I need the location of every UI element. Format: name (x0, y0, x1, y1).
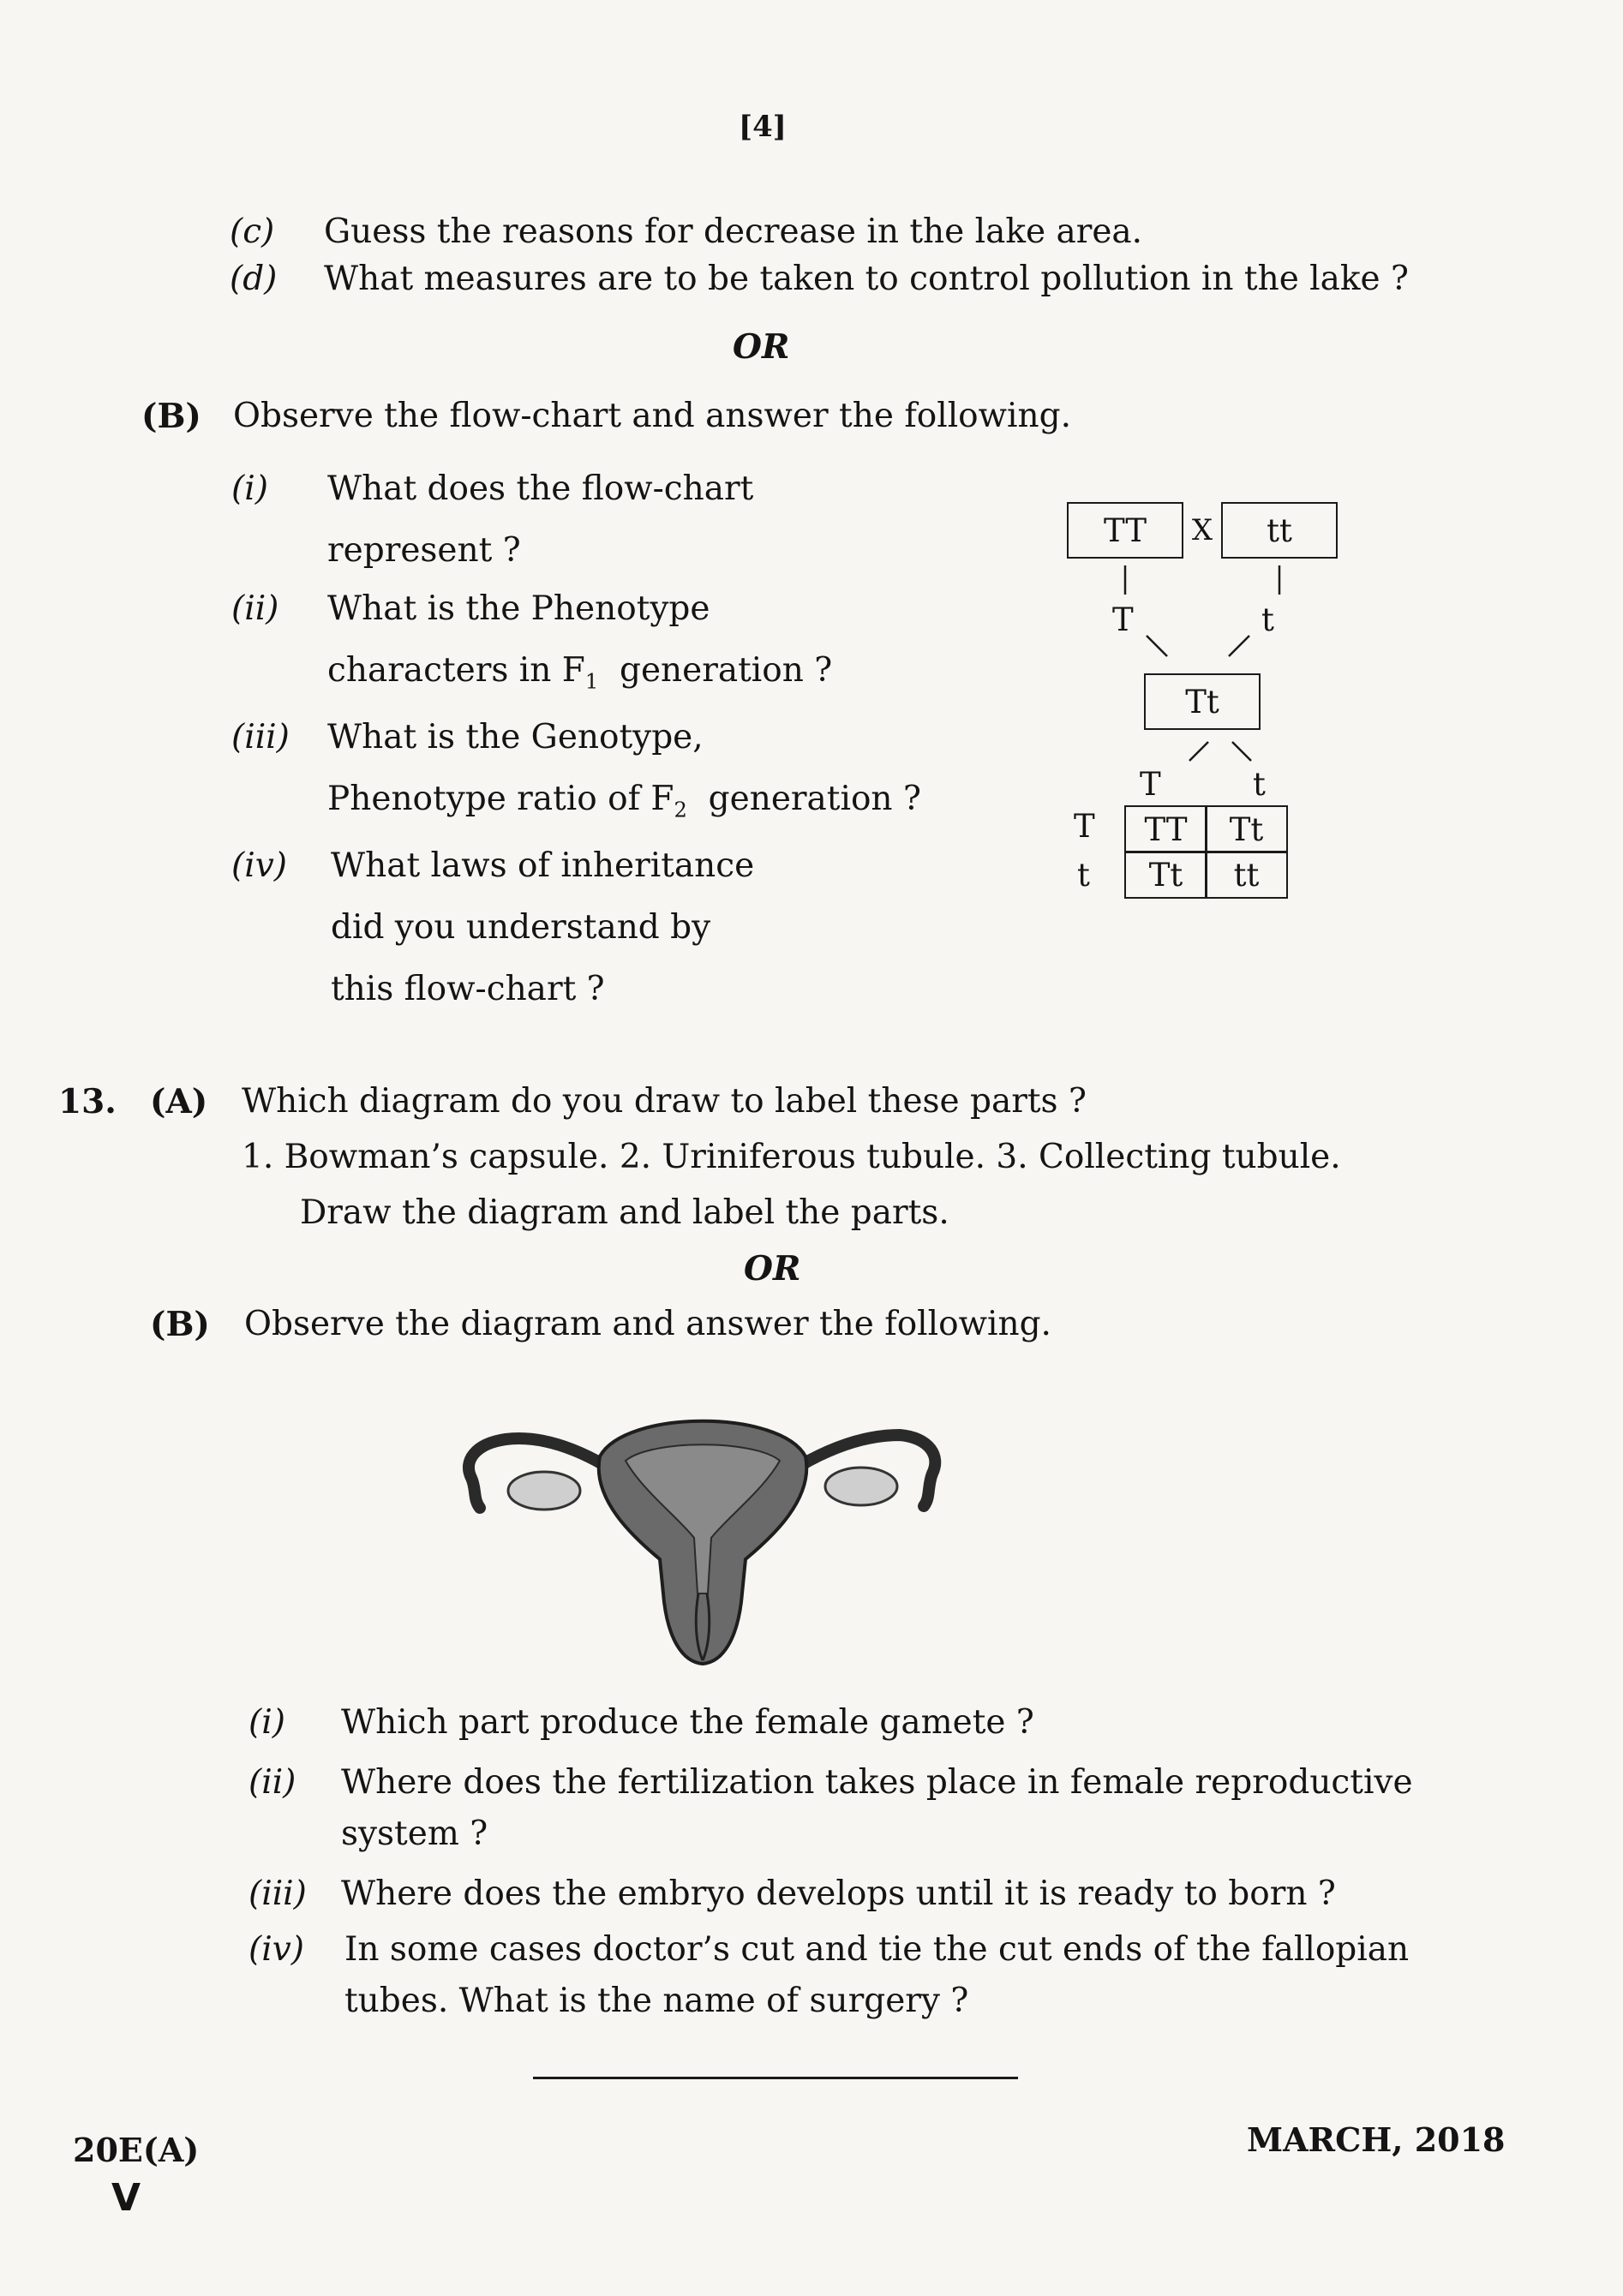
q13-a-parts: 1. Bowman’s capsule. 2. Uriniferous tubule. 3. Collecting tubule. (242, 1138, 1341, 1176)
q12-sub-iii-gen-text: generation ? (708, 780, 921, 818)
q13-sub-ii-line2: system ? (341, 1815, 488, 1853)
q12-sub-iii-label: (iii) (231, 718, 290, 756)
q13-sub-iv-line1: In some cases doctor’s cut and tie the cut ends of the fallopian (344, 1930, 1410, 1969)
q13-sub-iii-line1: Where does the embryo develops until it is ready to born ? (341, 1874, 1336, 1913)
parent1-box: TT (1067, 502, 1183, 559)
q12-sub-ii-gen-text: generation ? (620, 651, 833, 690)
q12-sub-iv-line3: this flow-chart ? (331, 970, 605, 1008)
punnett-row-label-2: t (1077, 857, 1090, 894)
cross-symbol: X (1182, 502, 1223, 559)
q13-sub-ii-line1: Where does the fertilization takes place in female reproductive (341, 1763, 1413, 1802)
gamete1-label: T (1112, 601, 1134, 638)
q13-sub-iv-label: (iv) (249, 1930, 304, 1969)
q13-sub-i-line1: Which part produce the female gamete ? (341, 1703, 1034, 1742)
q12-b-text: Observe the flow-chart and answer the following. (233, 397, 1071, 435)
q13-sub-iii-label: (iii) (249, 1874, 307, 1913)
q12-item-c-text: Guess the reasons for decrease in the lake area. (324, 212, 1143, 251)
right-ovary-shape (825, 1468, 897, 1505)
q13-a-instruction: Draw the diagram and label the parts. (300, 1193, 949, 1232)
footer-date: MARCH, 2018 (1247, 2120, 1506, 2159)
footer-code: 20E(A) (73, 2131, 200, 2169)
q12-sub-i-label: (i) (231, 469, 268, 508)
q12-sub-iv-label: (iv) (231, 846, 287, 885)
end-rule (533, 2077, 1018, 2079)
q13-number: 13. (58, 1082, 117, 1121)
parent2-box: tt (1221, 502, 1338, 559)
q13-a-label: (A) (150, 1082, 208, 1121)
q13-b-label: (B) (150, 1305, 210, 1344)
q13-sub-iv-line2: tubes. What is the name of surgery ? (344, 1982, 969, 2020)
punnett-row-label-1: T (1074, 808, 1095, 845)
q12-item-d-label: (d) (230, 260, 278, 298)
q12-sub-iii-f-text: Phenotype ratio of F (327, 780, 674, 818)
q12-sub-iv-line2: did you understand by (331, 908, 711, 947)
q12-sub-i-line2: represent ? (327, 531, 521, 570)
q12-item-c-label: (c) (230, 212, 275, 251)
gamete2-label: t (1261, 601, 1274, 638)
q12-sub-ii-subscript: 1 (584, 669, 599, 694)
q12-sub-ii-line1: What is the Phenotype (327, 589, 710, 628)
q13-sub-ii-label: (ii) (249, 1763, 296, 1802)
punnett-cell-2-2: tt (1205, 851, 1288, 899)
flowchart-connector-lines (0, 0, 1623, 942)
punnett-cell-1-2: Tt (1205, 805, 1288, 853)
q12-item-d-text: What measures are to be taken to control pollution in the lake ? (324, 260, 1409, 298)
q13-a-text: Which diagram do you draw to label these parts ? (242, 1082, 1087, 1121)
f1-gamete1-label: T (1140, 766, 1161, 803)
f1-gamete2-label: t (1253, 766, 1266, 803)
punnett-cell-1-1: TT (1124, 805, 1207, 853)
q12-or: OR (733, 327, 790, 367)
left-ovary-shape (508, 1472, 580, 1510)
page-number: [4] (739, 110, 787, 144)
q12-sub-ii-label: (ii) (231, 589, 279, 628)
q13-sub-i-label: (i) (249, 1703, 285, 1742)
q12-sub-i-line1: What does the flow-chart (327, 469, 754, 508)
q12-sub-ii-f-text: characters in F (327, 651, 585, 690)
f1-box: Tt (1144, 673, 1261, 730)
footer-version: V (111, 2176, 141, 2220)
q12-b-label: (B) (141, 397, 201, 436)
female-reproductive-system-illustration (454, 1388, 951, 1671)
q13-b-text: Observe the diagram and answer the following. (244, 1305, 1051, 1343)
q13-or: OR (744, 1249, 801, 1289)
q12-sub-iii-subscript: 2 (674, 798, 687, 822)
punnett-cell-2-1: Tt (1124, 851, 1207, 899)
q12-sub-iv-line1: What laws of inheritance (331, 846, 755, 885)
q12-sub-iii-line1: What is the Genotype, (327, 718, 704, 756)
